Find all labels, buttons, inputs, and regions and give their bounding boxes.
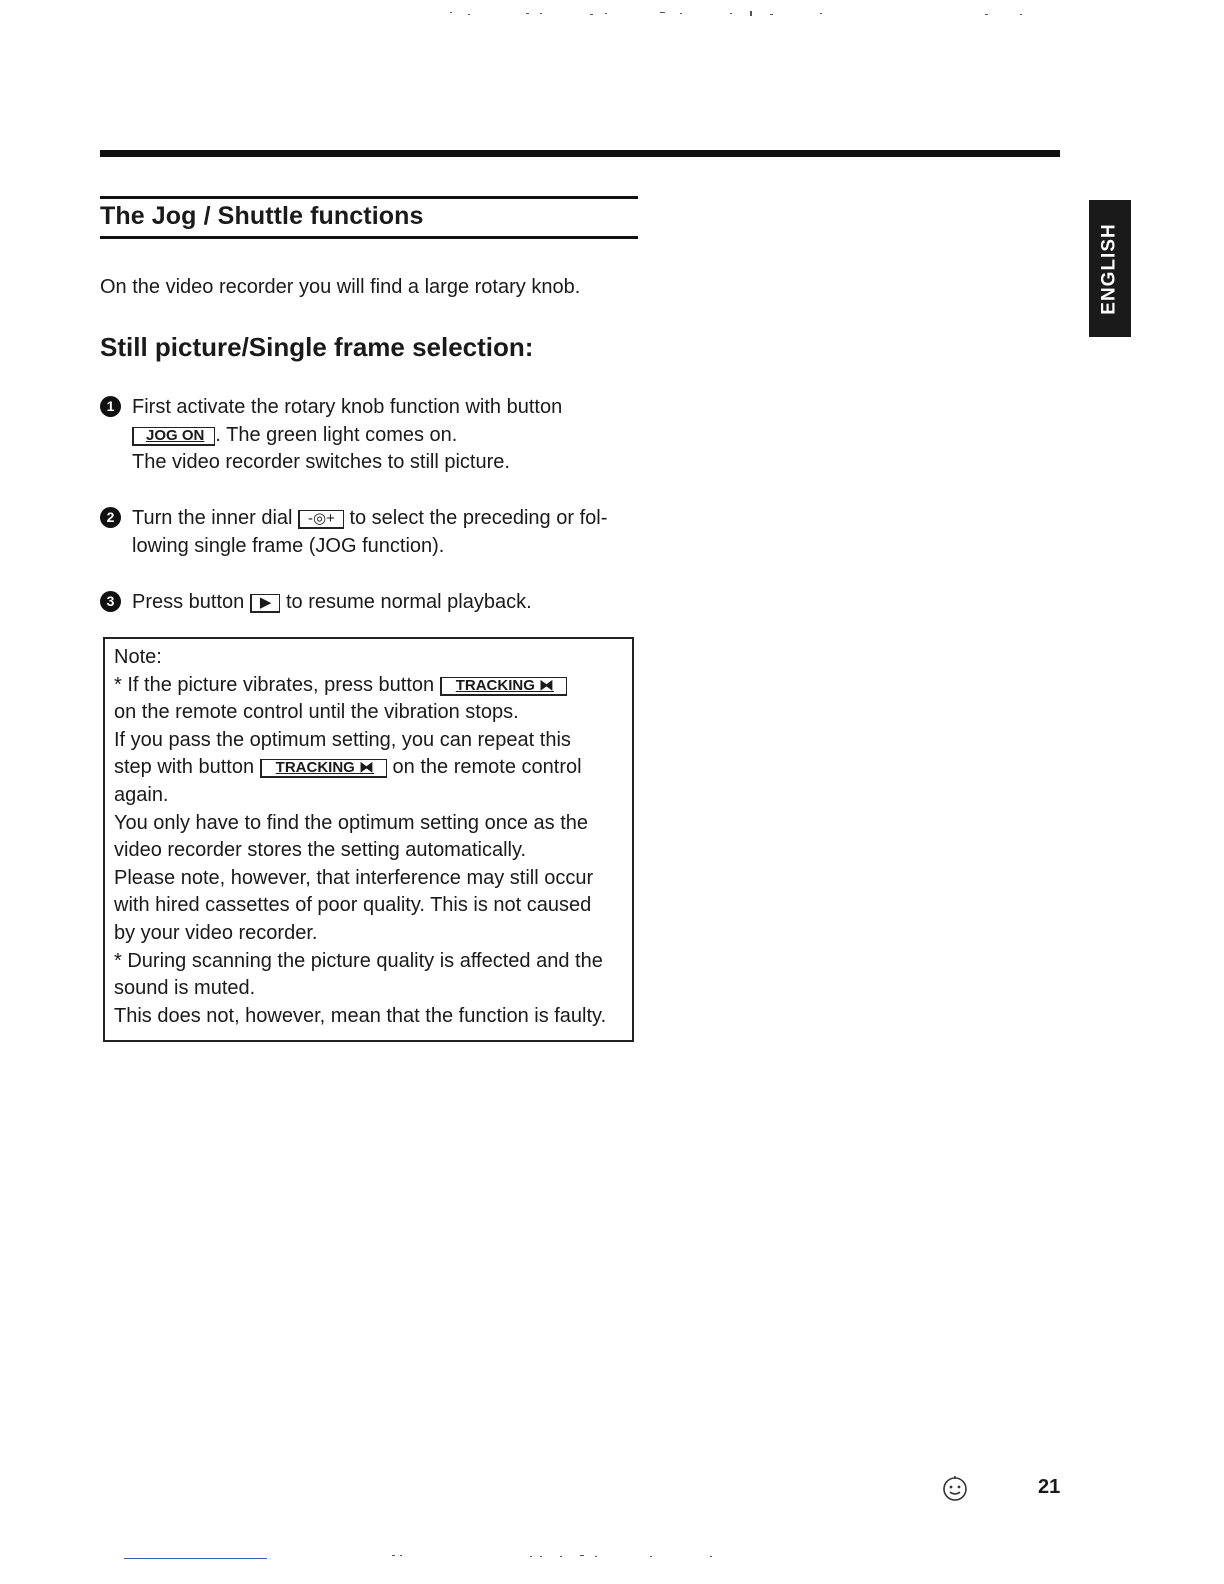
note-line-2: on the remote control until the vibration stops. — [114, 701, 519, 724]
note-line-11: * During scanning the picture quality is affected and the — [114, 949, 603, 972]
note-line-13: This does not, however, mean that the function is faulty. — [114, 1004, 607, 1027]
note-line-8: Please note, however, that interference may still occur — [114, 866, 594, 889]
step-3 — [100, 589, 640, 617]
note-line-7: video recorder stores the setting automatically. — [114, 839, 527, 862]
intro-text: On the video recorder you will find a large rotary knob. — [100, 276, 581, 298]
step-number-3: 3 — [100, 591, 121, 612]
note-line-6: You only have to find the optimum setting once as the — [114, 811, 589, 834]
note-heading: Note: — [114, 646, 162, 668]
note-line-3: If you pass the optimum setting, you can repeat this — [114, 728, 571, 751]
step-1-line-3: The video recorder switches to still picture. — [132, 451, 510, 473]
step-2-before: Turn the inner dial — [132, 507, 293, 529]
step-3-before: Press button — [132, 591, 245, 613]
inner-dial-icon: -◎+ — [298, 510, 344, 529]
note-line-10: by your video recorder. — [114, 921, 318, 944]
play-button-icon: ▶ — [250, 594, 281, 613]
language-tab-label: ENGLISH — [1099, 222, 1121, 315]
scan-artifact-top — [440, 4, 1040, 12]
step-3-after: to resume normal playback. — [285, 591, 532, 613]
page-number: 21 — [1038, 1476, 1061, 1498]
tracking-key-2: TRACKING ⧓ — [260, 759, 387, 778]
step-1-line-1: First activate the rotary knob function with button — [132, 396, 563, 418]
step-1-line-2 — [132, 422, 640, 450]
note-line-9: with hired cassettes of poor quality. This is not caused — [114, 894, 592, 917]
scan-artifact-bottom — [390, 1546, 720, 1552]
note-line-1 — [114, 672, 629, 700]
step-number-1: 1 — [100, 396, 121, 417]
note-line-4-before: step with button — [114, 756, 255, 779]
note-line-4-after: on the remote control — [392, 756, 582, 779]
note-line-1-text: * If the picture vibrates, press button — [114, 673, 435, 696]
step-1 — [100, 394, 640, 477]
section-rule-bottom — [100, 236, 638, 239]
footer-line — [124, 1558, 267, 1559]
note-line-12: sound is muted. — [114, 977, 256, 1000]
tracking-key: TRACKING ⧓ — [440, 677, 567, 696]
language-tab — [1089, 200, 1131, 337]
note-line-4 — [114, 754, 629, 782]
step-2-after: to select the preceding or fol- — [349, 507, 608, 529]
note-line-5: again. — [114, 783, 169, 806]
note-text — [114, 644, 629, 1030]
step-2-line-2: lowing single frame (JOG function). — [132, 534, 445, 557]
step-2-line-1 — [132, 505, 640, 533]
step-number-2: 2 — [100, 507, 121, 528]
smiley-face-icon — [940, 1474, 970, 1504]
subheading: Still picture/Single frame selection: — [100, 332, 534, 362]
section-rule-top — [100, 196, 638, 199]
jog-on-key: JOG ON — [132, 427, 215, 446]
section-title: The Jog / Shuttle functions — [100, 202, 424, 230]
step-3-line-1 — [132, 589, 640, 617]
header-rule — [100, 150, 1060, 157]
step-2 — [100, 505, 640, 560]
step-1-line-2-text: . The green light comes on. — [215, 423, 458, 446]
